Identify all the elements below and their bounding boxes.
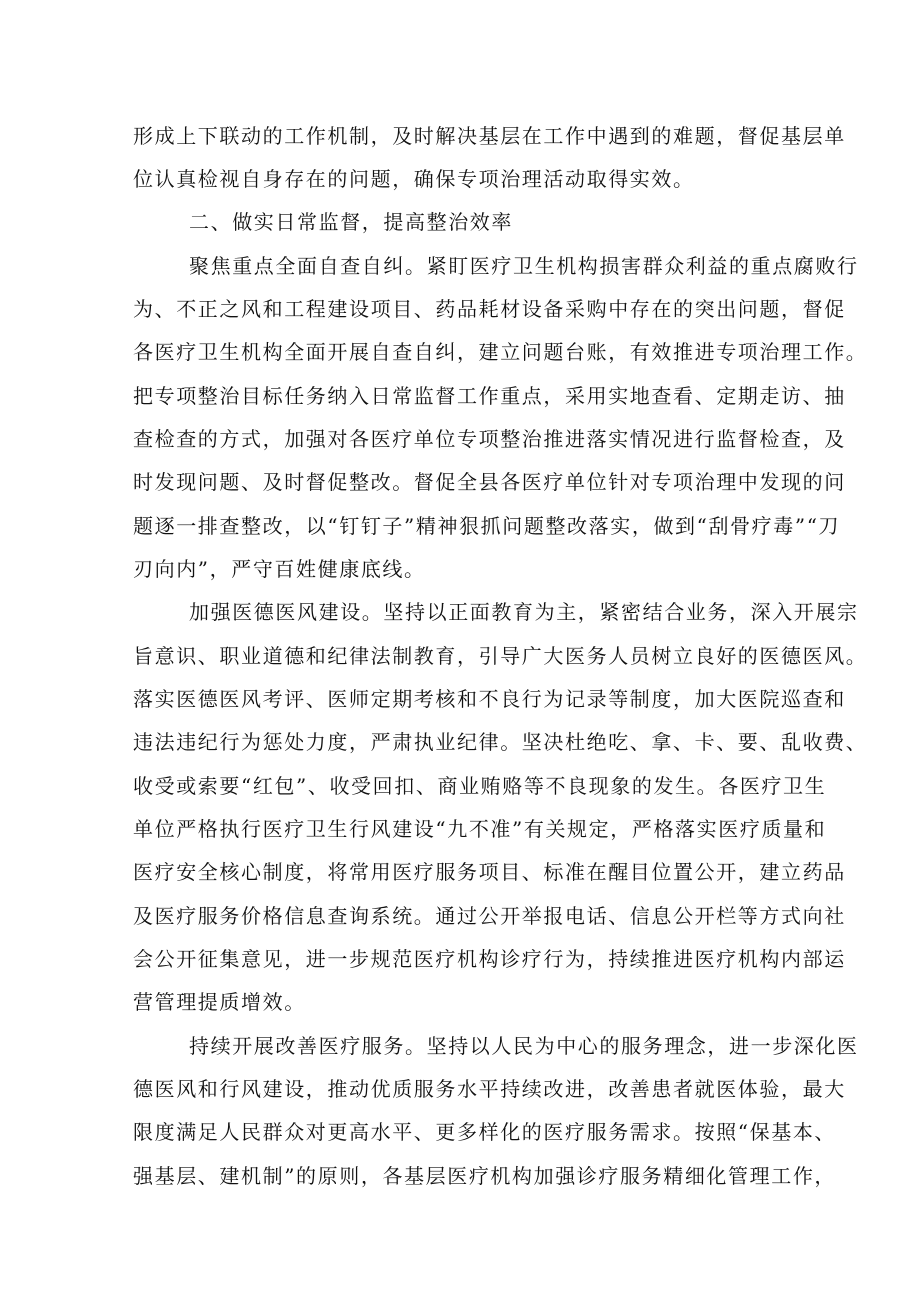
text-line: 单位严格执行医疗卫生行风建设“九不准”有关规定，严格落实医疗质量和: [133, 817, 827, 841]
text-line: 旨意识、职业道德和纪律法制教育，引导广大医务人员树立良好的医德医风。: [133, 644, 868, 668]
text-line: 收受或索要“红包”、收受回扣、商业贿赂等不良现象的发生。各医疗卫生: [133, 774, 827, 798]
text-line: 刃向内”，严守百姓健康底线。: [133, 557, 426, 581]
text-line: 时发现问题、及时督促整改。督促全县各医疗单位针对专项治理中发现的问: [133, 470, 846, 494]
section-heading: 二、做实日常监督，提高整治效率: [189, 210, 513, 234]
text-line: 位认真检视自身存在的问题，确保专项治理活动取得实效。: [133, 167, 695, 191]
text-line: 医疗安全核心制度，将常用医疗服务项目、标准在醒目位置公开，建立药品: [133, 860, 846, 884]
text-line: 会公开征集意见，进一步规范医疗机构诊疗行为，持续推进医疗机构内部运: [133, 947, 846, 971]
text-line: 强基层、建机制”的原则，各基层医疗机构加强诊疗服务精细化管理工作，: [133, 1164, 837, 1188]
text-line: 查检查的方式，加强对各医疗单位专项整治推进落实情况进行监督检查，及: [133, 427, 846, 451]
text-line: 营管理提质增效。: [133, 990, 306, 1014]
text-line: 及医疗服务价格信息查询系统。通过公开举报电话、信息公开栏等方式向社: [133, 904, 846, 928]
text-line: 各医疗卫生机构全面开展自查自纠，建立问题台账，有效推进专项治理工作。: [133, 340, 868, 364]
text-line: 题逐一排查整改，以“钉钉子”精神狠抓问题整改落实，做到“刮骨疗毒”“刀: [133, 514, 841, 538]
text-line: 落实医德医风考评、医师定期考核和不良行为记录等制度，加大医院巡查和: [133, 687, 846, 711]
text-line: 聚焦重点全面自查自纠。紧盯医疗卫生机构损害群众利益的重点腐败行: [189, 254, 859, 278]
text-line: 把专项整治目标任务纳入日常监督工作重点，采用实地查看、定期走访、抽: [133, 384, 846, 408]
text-line: 持续开展改善医疗服务。坚持以人民为中心的服务理念，进一步深化医: [189, 1034, 859, 1058]
text-line: 为、不正之风和工程建设项目、药品耗材设备采购中存在的突出问题，督促: [133, 297, 846, 321]
text-line: 违法违纪行为惩处力度，严肃执业纪律。坚决杜绝吃、拿、卡、要、乱收费、: [133, 730, 868, 754]
text-line: 限度满足人民群众对更高水平、更多样化的医疗服务需求。按照“保基本、: [133, 1120, 837, 1144]
text-line: 形成上下联动的工作机制，及时解决基层在工作中遇到的难题，督促基层单: [133, 124, 846, 148]
text-line: 加强医德医风建设。坚持以正面教育为主，紧密结合业务，深入开展宗: [189, 600, 859, 624]
text-line: 德医风和行风建设，推动优质服务水平持续改进，改善患者就医体验，最大: [133, 1077, 846, 1101]
